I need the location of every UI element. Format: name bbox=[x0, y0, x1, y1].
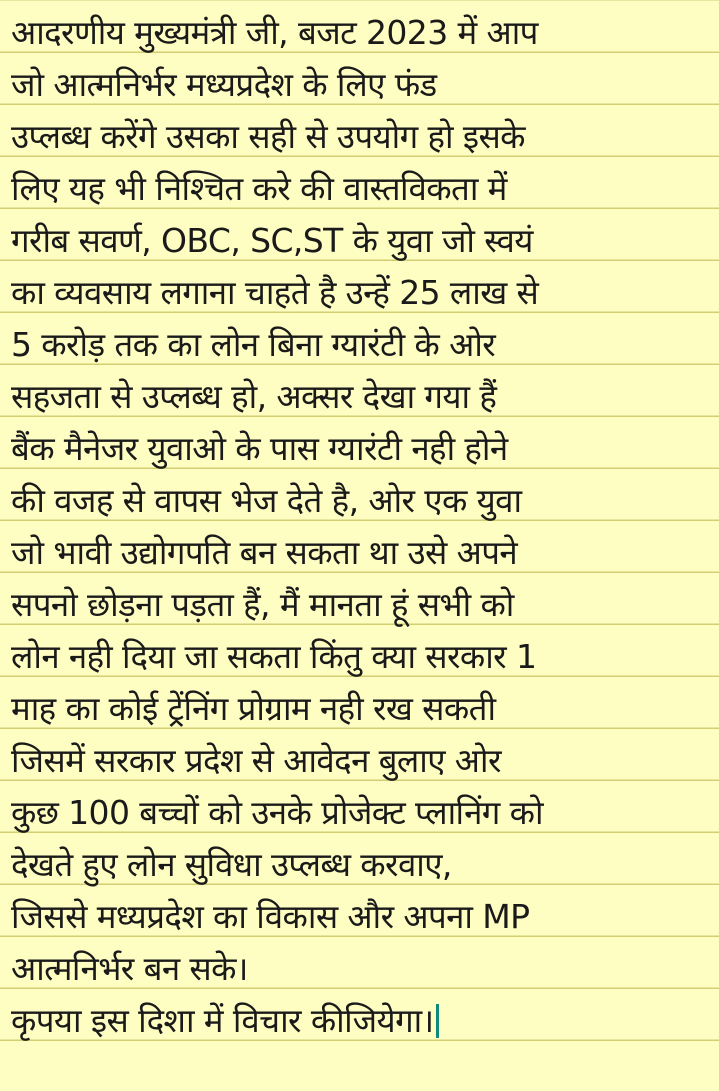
note-line: लोन नही दिया जा सकता किंतु क्या सरकार 1 bbox=[11, 637, 537, 676]
note-line: उप्लब्ध करेंगे उसका सही से उपयोग हो इसके bbox=[11, 117, 525, 156]
note-line: कुछ 100 बच्चों को उनके प्रोजेक्ट प्लानिंग को bbox=[11, 793, 543, 832]
note-line: का व्यवसाय लगाना चाहते है उन्हें 25 लाख से bbox=[11, 273, 539, 312]
note-line: गरीब सवर्ण, OBC, SC,ST के युवा जो स्वयं bbox=[11, 221, 533, 260]
note-line: कृपया इस दिशा में विचार कीजियेगा। bbox=[11, 1001, 434, 1040]
note-line: जिससे मध्यप्रदेश का विकास और अपना MP bbox=[11, 897, 530, 936]
note-line: जो आत्मनिर्भर मध्यप्रदेश के लिए फंड bbox=[11, 65, 437, 104]
note-line: जिसमें सरकार प्रदेश से आवेदन बुलाए ओर bbox=[11, 741, 501, 780]
note-line: माह का कोई ट्रेंनिंग प्रोग्राम नही रख सकती bbox=[11, 689, 496, 728]
note-line: बैंक मैनेजर युवाओ के पास ग्यारंटी नही होने bbox=[11, 429, 508, 468]
note-line: आदरणीय मुख्यमंत्री जी, बजट 2023 में आप bbox=[11, 13, 538, 52]
note-line: 5 करोड़ तक का लोन बिना ग्यारंटी के ओर bbox=[11, 325, 496, 364]
note-line: सहजता से उप्लब्ध हो, अक्सर देखा गया हैं bbox=[11, 377, 497, 416]
text-cursor bbox=[436, 1004, 439, 1038]
note-line: जो भावी उद्योगपति बन सकता था उसे अपने bbox=[11, 533, 518, 572]
note-line: सपनो छोड़ना पड़ता हैं, मैं मानता हूं सभी को bbox=[11, 585, 514, 624]
note-line: आत्मनिर्भर बन सके। bbox=[11, 949, 248, 988]
note-line: लिए यह भी निश्चित करे की वास्तविकता में bbox=[11, 169, 507, 208]
note-last-line bbox=[11, 995, 713, 1047]
note-line: देखते हुए लोन सुविधा उप्लब्ध करवाए, bbox=[11, 845, 452, 884]
note-text[interactable] bbox=[11, 7, 713, 1047]
note-line: की वजह से वापस भेज देते है, ओर एक युवा bbox=[11, 481, 522, 520]
